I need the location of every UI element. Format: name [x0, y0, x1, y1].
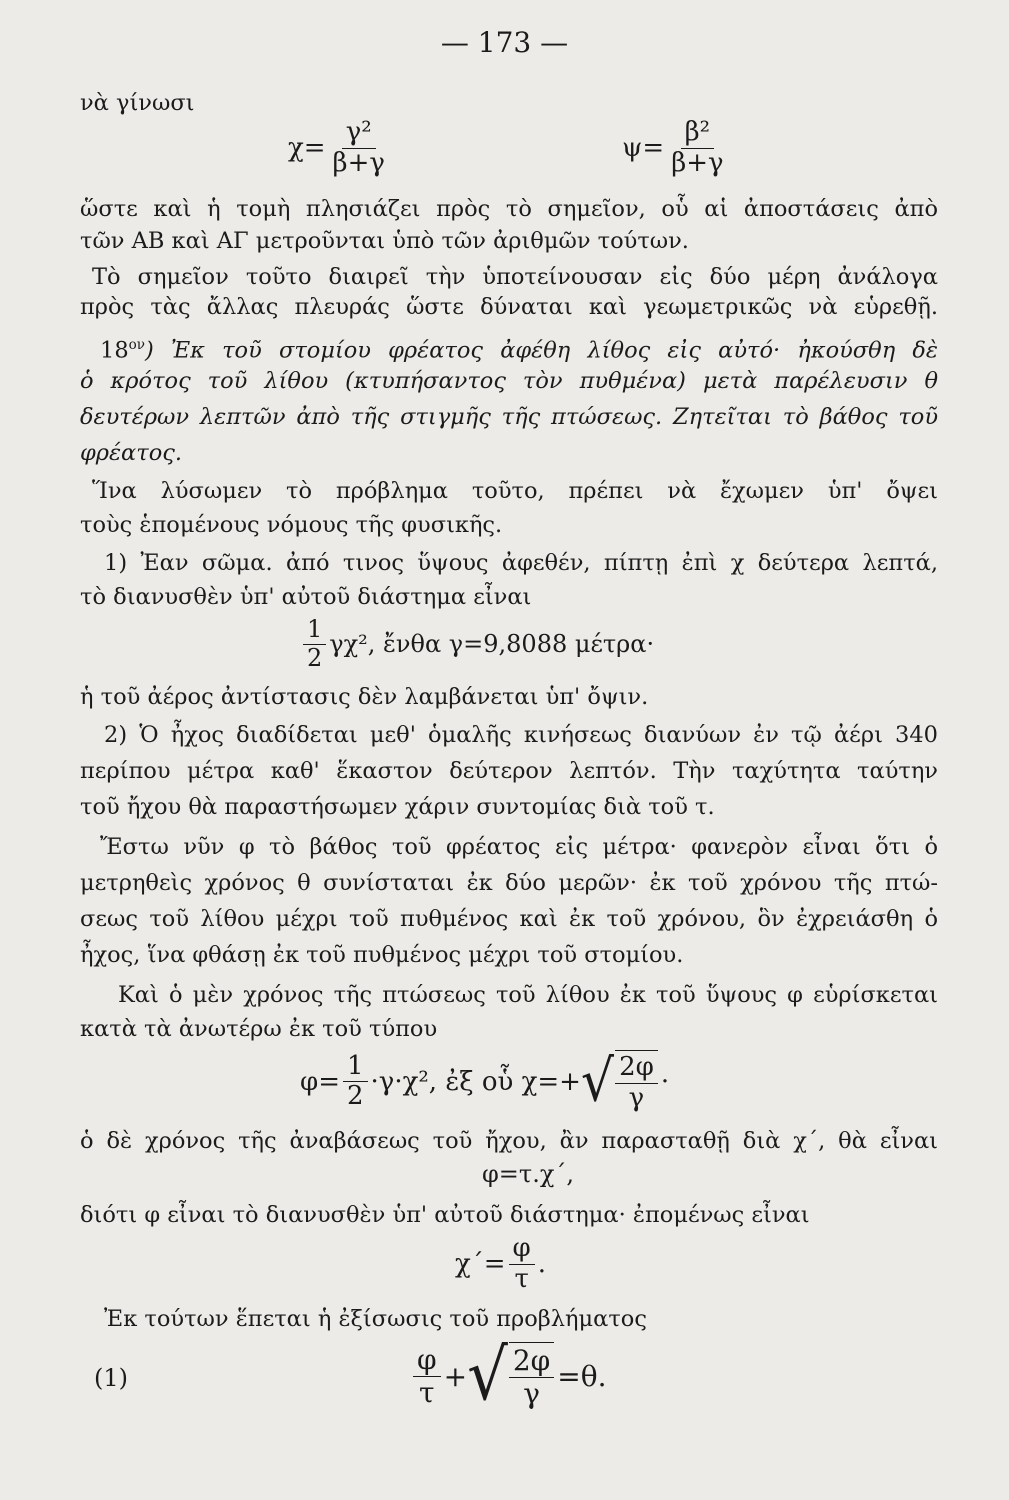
text-line: τῶν ΑΒ καὶ ΑΓ μετροῦνται ὑπὸ τῶν ἀριθμῶν τούτων. — [80, 228, 689, 254]
text-line: τοὺς ἑπομένους νόμους τῆς φυσικῆς. — [80, 512, 503, 538]
text-line: ὁ δὲ χρόνος τῆς ἀναβάσεως τοῦ ἤχου, ἂν παρασταθῇ διὰ χ΄, θὰ εἶναι — [80, 1128, 938, 1154]
text-line: κατὰ τὰ ἀνωτέρω ἐκ τοῦ τύπου — [80, 1016, 438, 1042]
text-line: Ἐκ τούτων ἕπεται ἡ ἐξίσωσις τοῦ προβλήματος — [104, 1306, 647, 1332]
square-root — [467, 1335, 557, 1417]
equation-chi — [288, 118, 392, 179]
text-line: διότι φ εἶναι τὸ διανυσθὲν ὑπ' αὐτοῦ διάστημα· ἐπομένως εἶναι — [80, 1202, 810, 1228]
fraction-numerator: 1 — [303, 616, 326, 645]
text-line: τοῦ ἤχου θὰ παραστήσωμεν χάριν συντομίας διὰ τοῦ τ. — [80, 794, 715, 820]
fraction-numerator: β² — [681, 118, 714, 149]
fraction-denominator: 2 — [307, 643, 323, 672]
eq-end: . — [537, 1249, 547, 1280]
eq-mid: ·γ·χ², ἐξ οὗ χ=+ — [370, 1066, 581, 1097]
fraction-denominator: 2 — [347, 1081, 364, 1112]
eq-end: · — [660, 1066, 670, 1097]
text-line: φρέατος. — [80, 440, 182, 466]
text-line: 1) Ἐαν σῶμα. ἀπό τινος ὕψους ἀφεθέν, πίπτῃ ἐπὶ χ δεύτερα λεπτά, — [104, 550, 938, 576]
text-line: τὸ διανυσθὲν ὑπ' αὐτοῦ διάστημα εἶναι — [80, 584, 532, 610]
fraction — [329, 118, 389, 179]
page-number: — 173 — — [440, 26, 569, 59]
equation-main — [410, 1335, 607, 1417]
problem-18-line: $18^{o\nu}$) Ἐκ τοῦ στομίου φρέατος ἀφέθη λίθος εἰς αὐτό· ἠκούσθη δὲ — [100, 337, 938, 364]
equation-phi — [300, 1050, 669, 1114]
fraction — [509, 1234, 535, 1295]
text-line: Τὸ σημεῖον τοῦτο διαιρεῖ τὴν ὑποτείνουσαν εἰς δύο μέρη ἀνάλογα — [92, 264, 938, 290]
text-line: ὁ κρότος τοῦ λίθου (κτυπήσαντος τὸν πυθμένα) μετὰ παρέλευσιν θ — [80, 368, 938, 394]
text-line: ἡ τοῦ ἀέρος ἀντίστασις δὲν λαμβάνεται ὑπ' ὄψιν. — [80, 684, 649, 710]
fraction-numerator: 2φ — [509, 1345, 554, 1378]
fraction-denominator: τ — [514, 1263, 529, 1294]
fraction-denominator: β+γ — [671, 147, 724, 178]
equation-psi — [622, 118, 731, 179]
text-line: Ἔστω νῦν φ τὸ βάθος τοῦ φρέατος εἰς μέτρα· φανερὸν εἶναι ὅτι ὁ — [100, 834, 938, 860]
text-line: ὥστε καὶ ἡ τομὴ πλησιάζει πρὸς τὸ σημεῖον, οὗ αἱ ἀποστάσεις ἀπὸ — [80, 196, 938, 222]
fraction-numerator: γ² — [342, 118, 376, 149]
fraction-numerator: 1 — [343, 1052, 368, 1083]
fraction — [509, 1342, 554, 1410]
eq-lhs: ψ= — [622, 133, 665, 164]
fraction — [413, 1344, 441, 1409]
text-line: ἦχος, ἵνα φθάσῃ ἐκ τοῦ πυθμένος μέχρι τοῦ στομίου. — [80, 942, 684, 968]
fraction-numerator: 2φ — [615, 1053, 658, 1084]
text-line: Καὶ ὁ μὲν χρόνος τῆς πτώσεως τοῦ λίθου ἐκ τοῦ ὕψους φ εὑρίσκεται — [118, 982, 938, 1008]
text-line: πρὸς τὰς ἄλλας πλευράς ὥστε δύναται καὶ γεωμετρικῶς νὰ εὑρεθῇ. — [80, 294, 938, 320]
eq-lhs: χ= — [288, 133, 326, 164]
fraction — [615, 1050, 658, 1114]
equation-label: (1) — [94, 1364, 128, 1392]
text-line: 2) Ὁ ἦχος διαδίδεται μεθ' ὁμαλῆς κινήσεως διανύων ἐν τῷ ἀέρι 340 — [104, 722, 938, 748]
square-root — [581, 1050, 661, 1114]
fraction-numerator: φ — [509, 1234, 535, 1265]
eq-lhs: φ= — [300, 1066, 340, 1097]
text-line: σεως τοῦ λίθου μέχρι τοῦ πυθμένος καὶ ἐκ τοῦ χρόνου, ὃν ἐχρειάσθη ὁ — [80, 906, 938, 932]
fraction-denominator: β+γ — [332, 147, 385, 178]
equation-chi-prime — [455, 1234, 546, 1295]
eq-end: =θ. — [557, 1359, 607, 1393]
text-line: περίπου μέτρα καθ' ἕκαστον δεύτερον λεπτόν. Τὴν ταχύτητα ταύτην — [80, 758, 938, 784]
eq-rest: γχ², ἔνθα γ=9,8088 μέτρα· — [329, 630, 655, 659]
radical-sign-icon: √ — [467, 1335, 508, 1417]
text-line: δευτέρων λεπτῶν ἀπὸ τῆς στιγμῆς τῆς πτώσεως. Ζητεῖται τὸ βάθος τοῦ — [80, 404, 938, 430]
equation-sound-time: φ=τ.χ΄, — [482, 1160, 574, 1188]
eq-lhs: χ΄= — [455, 1249, 506, 1280]
fraction-denominator: γ — [523, 1377, 540, 1411]
fraction-denominator: γ — [628, 1082, 645, 1113]
fraction-numerator: φ — [413, 1344, 441, 1377]
fraction — [667, 118, 727, 179]
text-line: Ἵνα λύσωμεν τὸ πρόβλημα τοῦτο, πρέπει νὰ ἔχωμεν ὑπ' ὄψει — [92, 478, 938, 504]
fraction-denominator: τ — [419, 1375, 435, 1409]
equation-fall-distance — [300, 616, 654, 672]
text-line: νὰ γίνωσι — [80, 90, 195, 116]
radical-sign-icon: √ — [580, 1048, 615, 1115]
eq-plus: + — [443, 1359, 468, 1393]
text-line: μετρηθεὶς χρόνος θ συνίσταται ἐκ δύο μερῶν· ἐκ τοῦ χρόνου τῆς πτώ- — [80, 870, 938, 896]
fraction — [343, 1052, 368, 1113]
fraction — [303, 616, 326, 672]
